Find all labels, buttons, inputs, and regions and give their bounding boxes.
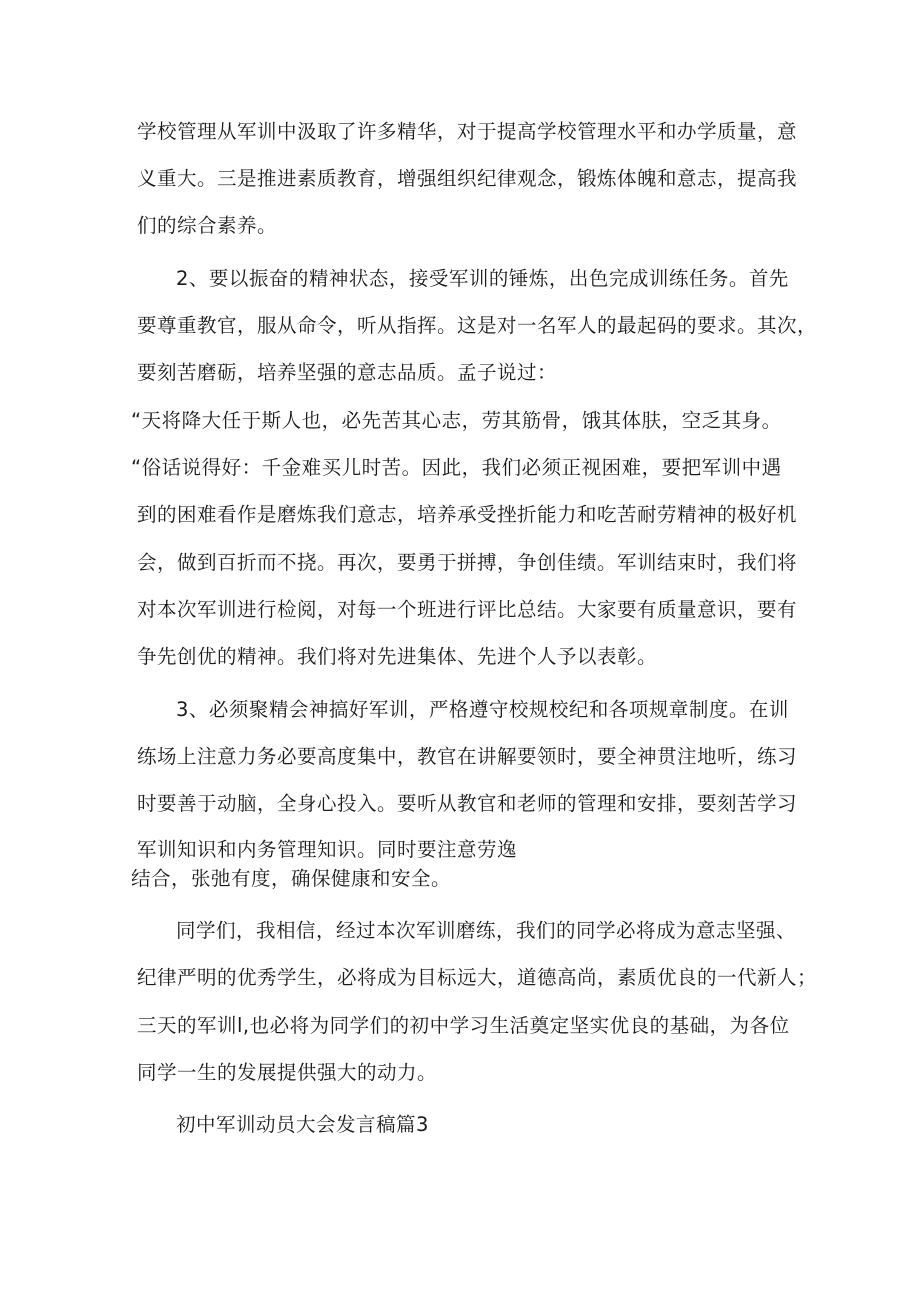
text-line-14: 练场上注意力务必要高度集中，教官在讲解要领时，要全神贯注地听，练习 <box>137 745 798 768</box>
text-line-3: 们的综合素养。 <box>137 214 278 237</box>
text-line-15: 时要善于动脑，全身心投入。要听从教官和老师的管理和安排，要刻苦学习 <box>137 792 798 815</box>
text-line-7: “天将降大任于斯人也，必先苦其心志，劳其筋骨，饿其体肤，空乏其身。 <box>131 409 782 432</box>
text-line-10: 会，做到百折而不挠。再次，要勇于拼搏，争创佳绩。军训结束时，我们将 <box>137 551 798 574</box>
text-line-17: 结合，张弛有度，确保健康和安全。 <box>131 867 452 890</box>
text-line-9: 到的困难看作是磨炼我们意志，培养承受挫折能力和吃苦耐劳精神的极好机 <box>137 503 798 526</box>
text-line-11: 对本次军训进行检阅，对每一个班进行评比总结。大家要有质量意识，要有 <box>137 598 798 621</box>
text-line-12: 争先创优的精神。我们将对先进集体、先进个人予以表彰。 <box>137 645 658 668</box>
text-line-8: “俗话说得好：千金难买儿时苦。因此，我们必须正视困难，要把军训中遇 <box>131 456 782 479</box>
text-line-16: 军训知识和内务管理知识。同时要注意劳逸 <box>137 838 518 861</box>
text-line-13: 3、必须聚精会神搞好军训，严格遵守校规校纪和各项规章制度。在训 <box>176 698 789 721</box>
text-line-20: 三天的军训l,也必将为同学们的初中学习生活奠定坚实优良的基础，为各位 <box>137 1014 790 1037</box>
text-line-19: 纪律严明的优秀学生，必将成为目标远大，道德高尚，素质优良的一代新人； <box>137 966 818 989</box>
text-line-4: 2、要以振奋的精神状态，接受军训的锤炼，出色完成训练任务。首先 <box>176 267 789 290</box>
text-line-6: 要刻苦磨砺，培养坚强的意志品质。孟子说过： <box>137 361 558 384</box>
text-line-21: 同学一生的发展提供强大的动力。 <box>137 1061 438 1084</box>
text-line-1: 学校管理从军训中汲取了许多精华，对于提高学校管理水平和办学质量，意 <box>137 120 798 143</box>
text-line-2: 义重大。三是推进素质教育，增强组织纪律观念，锻炼体魄和意志，提高我 <box>137 167 798 190</box>
text-line-18: 同学们，我相信，经过本次军训磨练，我们的同学必将成为意志坚强、 <box>176 919 797 942</box>
text-line-5: 要尊重教官，服从命令，听从指挥。这是对一名军人的最起码的要求。其次， <box>137 314 818 337</box>
section-heading: 初中军训动员大会发言稿篇3 <box>176 1113 429 1136</box>
